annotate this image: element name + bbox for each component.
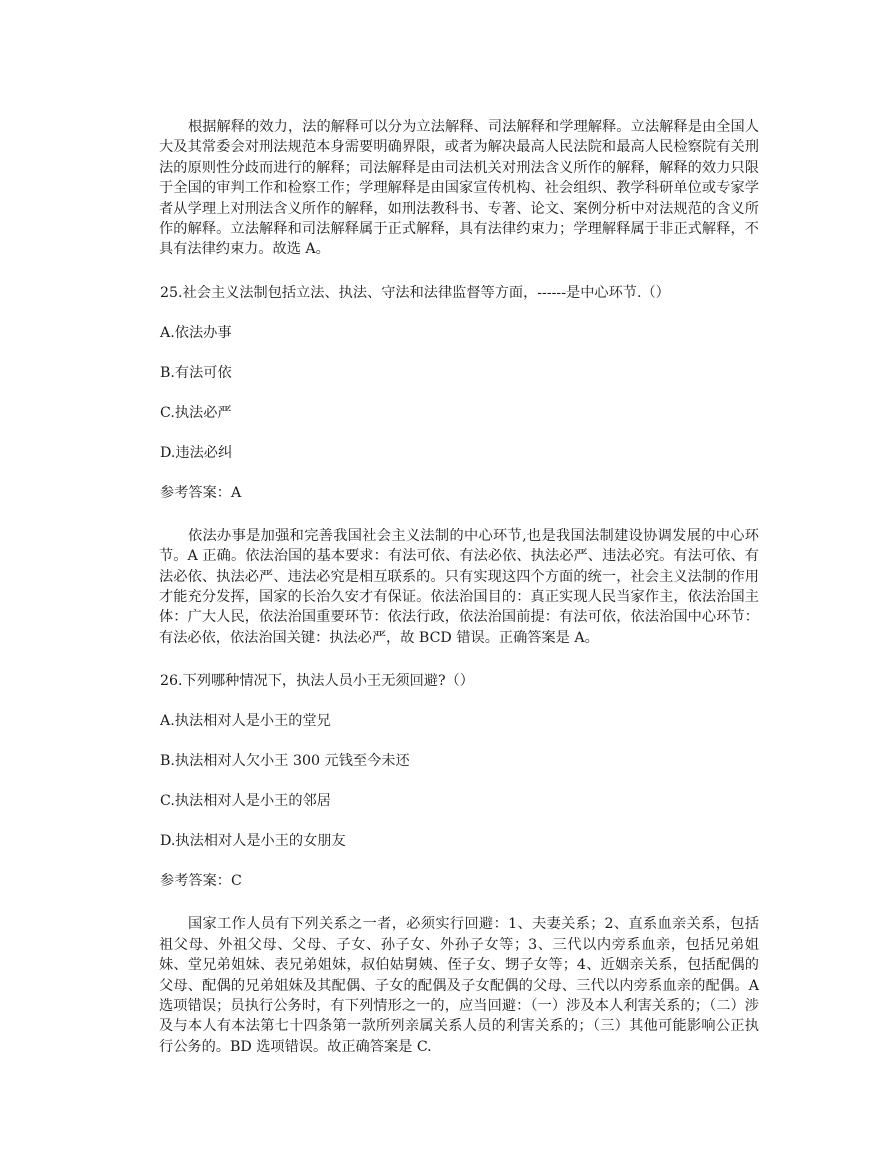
option-b: B.有法可依 — [160, 364, 232, 381]
reference-answer: 参考答案：A — [160, 484, 242, 501]
explanation-paragraph-24: 根据解释的效力，法的解释可以分为立法解释、司法解释和学理解释。立法解释是由全国人大及其常委会对刑法规范本身需要明确界限，或者为解决最高人民法院和最高人民检察院有关刑法的原则性分歧而进行的解释；司法解释是由司法机关对刑法含义所作的解释，解释的效力只限于全国的审判工作和检察工作；学理解释是由国家宣传机构、社会组织、教学科研单位或专家学者从学理上对刑法含义所作的解释，如刑法教科书、专著、论文、案例分析中对法规范的含义所作的解释。立法解释和司法解释属于正式解释，具有法律约束力；学理解释属于非正式解释，不具有法律约束力。故选 A。 — [159, 119, 759, 258]
option-a: A.依法办事 — [160, 324, 232, 341]
document-body — [159, 117, 759, 1080]
question-text: 25.社会主义法制包括立法、执法、守法和法律监督等方面，------是中心环节.（） — [160, 284, 670, 301]
option-c: C.执法必严 — [160, 404, 232, 421]
option-d: D.违法必纠 — [160, 444, 233, 461]
answer-explanation: 国家工作人员有下列关系之一者，必须实行回避：1、夫妻关系；2、直系血亲关系，包括祖父母、外祖父母、父母、子女、孙子女、外孙子女等；3、三代以内旁系血亲，包括兄弟姐妹、堂兄弟姐妹、表兄弟姐妹，叔伯姑舅姨、侄子女、甥子女等；4、近姻亲关系，包括配偶的父母、配偶的兄弟姐妹及其配偶、子女的配偶及子女配偶的父母、三代以内旁系血亲的配偶。A 选项错误；员执行公务时，有下列情形之一的，应当回避：（一）涉及本人利害关系的；（二）涉及与本人有本法第七十四条第一款所列亲属关系人员的利害关系的；（三）其他可能影响公正执行公务的。BD 选项错误。故正确答案是 C. — [159, 916, 759, 1055]
question-block-25 — [159, 283, 759, 648]
option-a: A.执法相对人是小王的堂兄 — [160, 713, 331, 730]
question-text: 26.下列哪种情况下，执法人员小王无须回避?（） — [160, 673, 474, 690]
option-b: B.执法相对人欠小王 300 元钱至今未还 — [160, 753, 410, 770]
question-block-26 — [159, 671, 759, 1057]
option-d: D.执法相对人是小王的女朋友 — [160, 833, 346, 850]
reference-answer: 参考答案：C — [160, 873, 242, 890]
answer-explanation: 依法办事是加强和完善我国社会主义法制的中心环节,也是我国法制建设协调发展的中心环节。A 正确。依法治国的基本要求：有法可依、有法必依、执法必严、违法必究。有法可依、有法必依、执法必严、违法必究是相互联系的。只有实现这四个方面的统一，社会主义法制的作用才能充分发挥，国家的长治久安才有保证。依法治国目的：真正实现人民当家作主，依法治国主体：广大人民，依法治国重要环节：依法行政，依法治国前提：有法可依，依法治国中心环节：有法必依，依法治国关键：执法必严，故 BCD 错误。正确答案是 A。 — [159, 527, 759, 646]
option-c: C.执法相对人是小王的邻居 — [160, 793, 331, 810]
